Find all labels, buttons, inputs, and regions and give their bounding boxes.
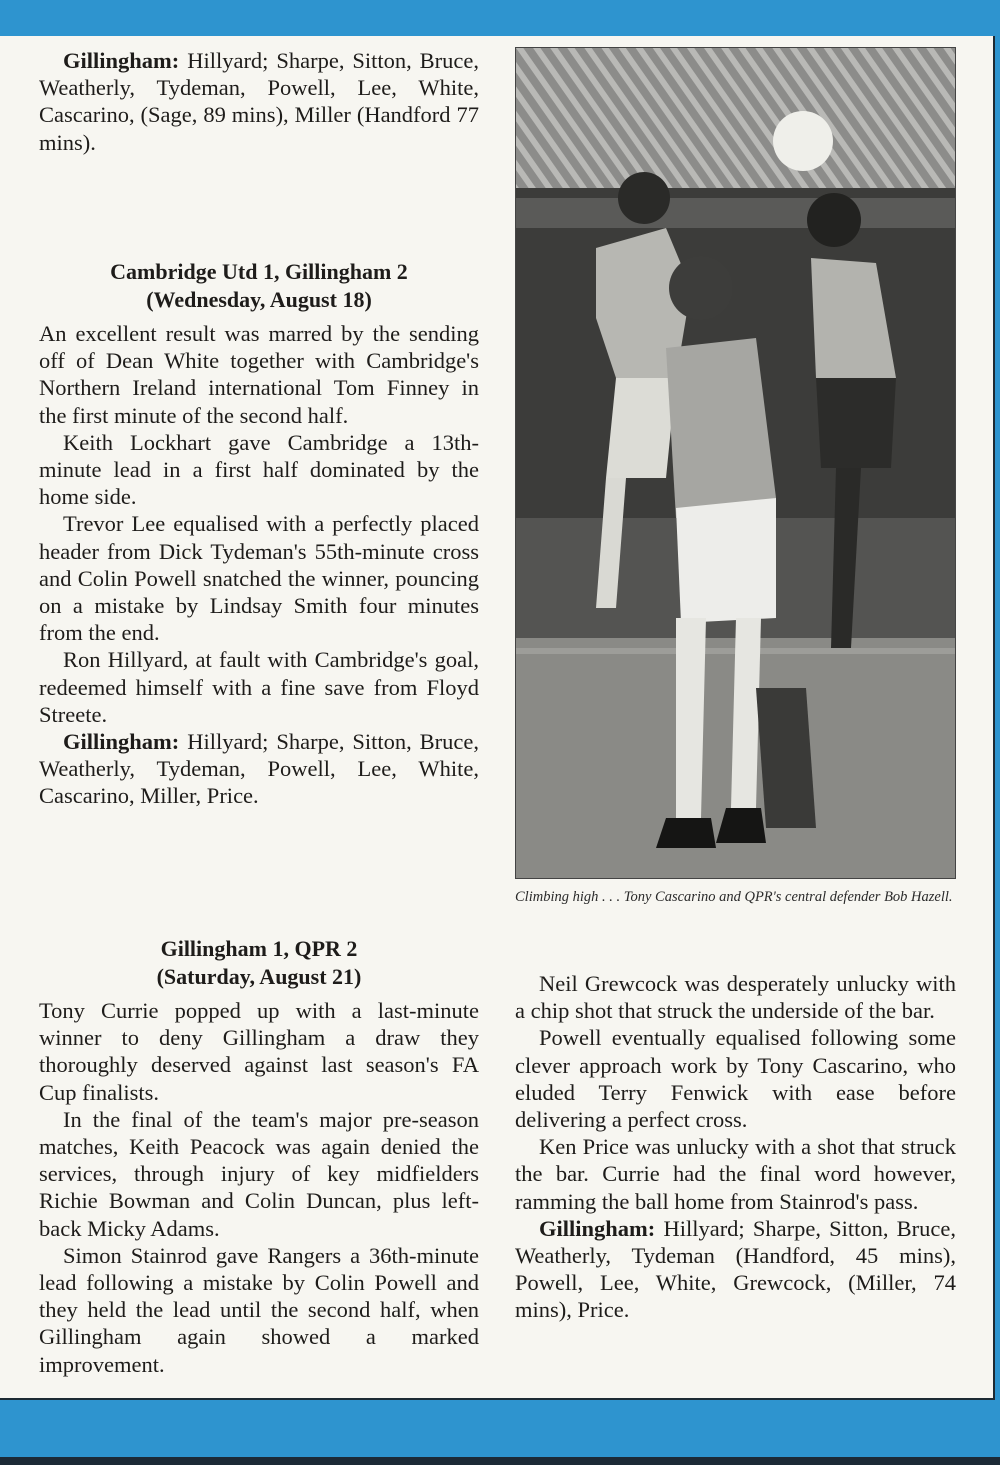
- lineup-team-label: Gillingham:: [63, 729, 180, 755]
- report-paragraph: Trevor Lee equalised with a perfectly placed header from Dick Tydeman's 55th-minute cross and Colin Powell snatched the winner, pouncing on a mistake by Lindsay Smith four minutes from the end.: [39, 511, 479, 646]
- lineup-players: Hillyard; Sharpe, Sitton, Bruce, Weatherly, Tydeman, Powell, Lee, White, Cascarino, Miller, Price.: [39, 729, 480, 809]
- match-photo-illustration: [516, 48, 955, 878]
- match-heading-title: Gillingham 1, QPR 2: [160, 936, 358, 961]
- match-heading-date: (Wednesday, August 18): [146, 287, 372, 312]
- match-heading-qpr: [39, 935, 479, 991]
- lineup-previous-match: [39, 47, 479, 156]
- report-paragraph: Neil Grewcock was desperately unlucky with a chip shot that struck the underside of the bar.: [515, 971, 956, 1024]
- lineup-paragraph: [515, 1215, 956, 1324]
- match-report-qpr-right: [515, 970, 956, 1324]
- match-heading-title: Cambridge Utd 1, Gillingham 2: [110, 259, 408, 284]
- report-paragraph: Ron Hillyard, at fault with Cambridge's goal, redeemed himself with a fine save from Floyd Streete.: [39, 647, 479, 727]
- lineup-paragraph: [39, 728, 479, 810]
- report-paragraph: Tony Currie popped up with a last-minute winner to deny Gillingham a draw they thoroughly deserved against last season's FA Cup finalists.: [39, 998, 479, 1105]
- lineup-team-label: Gillingham:: [539, 1215, 656, 1241]
- report-paragraph: Ken Price was unlucky with a shot that struck the bar. Currie had the final word however, ramming the ball home from Stainrod's pass.: [515, 1134, 956, 1214]
- report-paragraph: Keith Lockhart gave Cambridge a 13th-minute lead in a first half dominated by the home side.: [39, 429, 479, 510]
- match-photo: [515, 47, 956, 879]
- lineup-team-label: Gillingham:: [63, 48, 180, 73]
- lineup-players: Hillyard; Sharpe, Sitton, Bruce, Weatherly, Tydeman, Powell, Lee, White, Cascarino, (Sage, 89 mins), Miller (Handford 77 mins).: [39, 48, 480, 155]
- lineup-players: Hillyard; Sharpe, Sitton, Bruce, Weatherly, Tydeman (Handford, 45 mins), Powell, Lee, White, Grewcock, (Miller, 74 mins), Price.: [515, 1215, 957, 1323]
- match-report-cambridge: [39, 320, 479, 810]
- match-report-qpr-left: [39, 997, 479, 1378]
- photo-caption: Climbing high . . . Tony Cascarino and QPR's central defender Bob Hazell.: [515, 889, 953, 905]
- report-paragraph: Powell eventually equalised following some clever approach work by Tony Cascarino, who eluded Terry Fenwick with ease before delivering a perfect cross.: [515, 1025, 956, 1133]
- match-heading-cambridge: [39, 258, 479, 314]
- bottom-edge-strip: [0, 1457, 1000, 1465]
- report-paragraph: Simon Stainrod gave Rangers a 36th-minute lead following a mistake by Colin Powell and they held the lead until the second half, when Gillingham again showed a marked improvement.: [39, 1242, 479, 1377]
- programme-page: [0, 36, 995, 1400]
- report-paragraph: An excellent result was marred by the sending off of Dean White together with Cambridge's Northern Ireland international Tom Finney in the first minute of the second half.: [39, 321, 479, 428]
- report-paragraph: In the final of the team's major pre-season matches, Keith Peacock was again denied the services, through injury of key midfielders Richie Bowman and Colin Duncan, plus left-back Micky Adams.: [39, 1106, 479, 1241]
- match-heading-date: (Saturday, August 21): [156, 964, 362, 989]
